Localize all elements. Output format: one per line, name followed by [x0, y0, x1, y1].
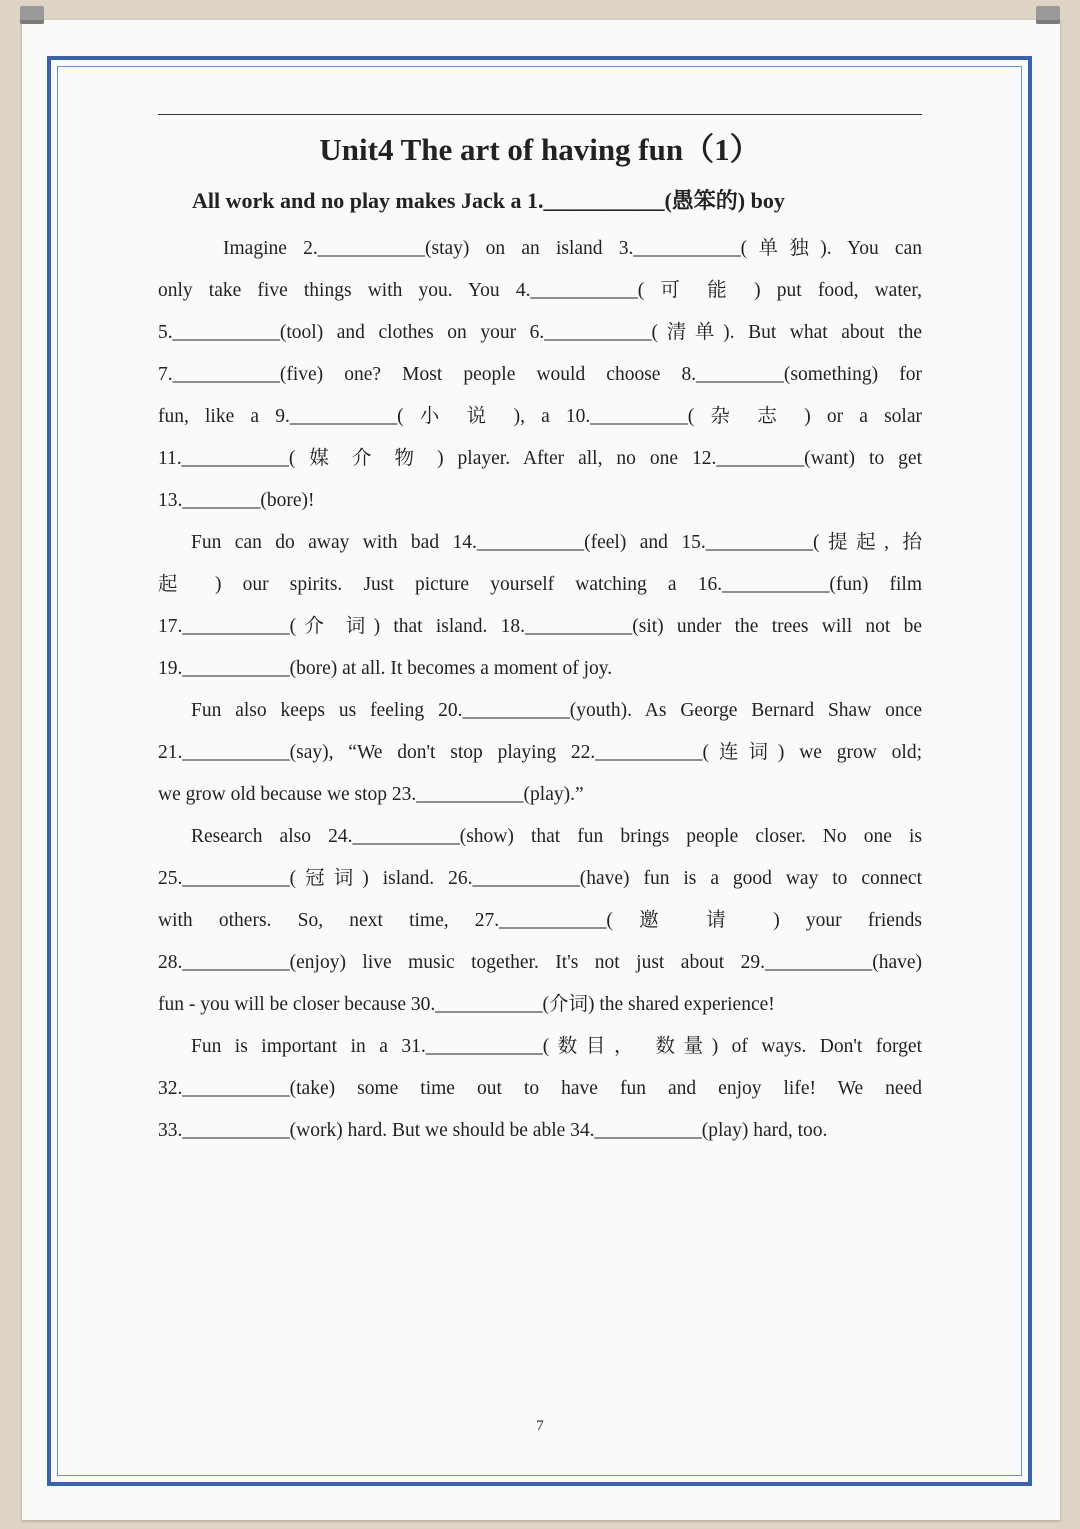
- text-line: 28.___________(enjoy) live music together. It's not just about 29.___________(have): [158, 952, 922, 973]
- text-line: Fun also keeps us feeling 20.___________(youth). As George Bernard Shaw once: [191, 700, 922, 721]
- text-line: with others. So, next time, 27.___________( 邀 请 ) your friends: [158, 910, 922, 931]
- text-line: 21.___________(say), “We don't stop playing 22.___________(连词) we grow old;: [158, 742, 922, 763]
- header-rule: [158, 114, 922, 115]
- text-line: 5.___________(tool) and clothes on your 6.___________(清单). But what about the: [158, 322, 922, 343]
- text-line: 7.___________(five) one? Most people would choose 8._________(something) for: [158, 364, 922, 385]
- text-line: 17.___________(介 词) that island. 18.___________(sit) under the trees will not be: [158, 616, 922, 637]
- text-line: fun - you will be closer because 30.___________(介词) the shared experience!: [158, 994, 775, 1015]
- text-line: Fun can do away with bad 14.___________(feel) and 15.___________(提起, 抬: [191, 532, 922, 553]
- text-line: Imagine 2.___________(stay) on an island 3.___________(单独). You can: [223, 238, 922, 259]
- text-line: 起 ) our spirits. Just picture yourself watching a 16.___________(fun) film: [158, 574, 922, 595]
- text-line: 13.________(bore)!: [158, 490, 315, 511]
- text-line: Fun is important in a 31.____________(数目， 数量) of ways. Don't forget: [191, 1036, 922, 1057]
- text-line: fun, like a 9.___________( 小 说 ), a 10.__________( 杂 志 ) or a solar: [158, 406, 922, 427]
- text-line: 25.___________(冠词) island. 26.___________(have) fun is a good way to connect: [158, 868, 922, 889]
- text-line: 19.___________(bore) at all. It becomes a moment of joy.: [158, 658, 613, 679]
- binder-clip-icon: [20, 6, 44, 24]
- subtitle: All work and no play makes Jack a 1.___________(愚笨的) boy: [192, 188, 785, 213]
- text-line: 33.___________(work) hard. But we should be able 34.___________(play) hard, too.: [158, 1120, 828, 1141]
- text-line: 32.___________(take) some time out to have fun and enjoy life! We need: [158, 1078, 922, 1099]
- page-border: [47, 56, 1032, 1486]
- text-line: we grow old because we stop 23.___________(play).”: [158, 784, 584, 805]
- text-line: Research also 24.___________(show) that fun brings people closer. No one is: [191, 826, 922, 847]
- text-line: 11.___________( 媒 介 物 ) player. After all, no one 12._________(want) to get: [158, 448, 922, 469]
- page-number: 7: [536, 1418, 544, 1434]
- binder-clip-icon: [1036, 6, 1060, 24]
- page-title: Unit4 The art of having fun（1）: [319, 132, 761, 167]
- text-line: only take five things with you. You 4.___________( 可 能 ) put food, water,: [158, 280, 922, 301]
